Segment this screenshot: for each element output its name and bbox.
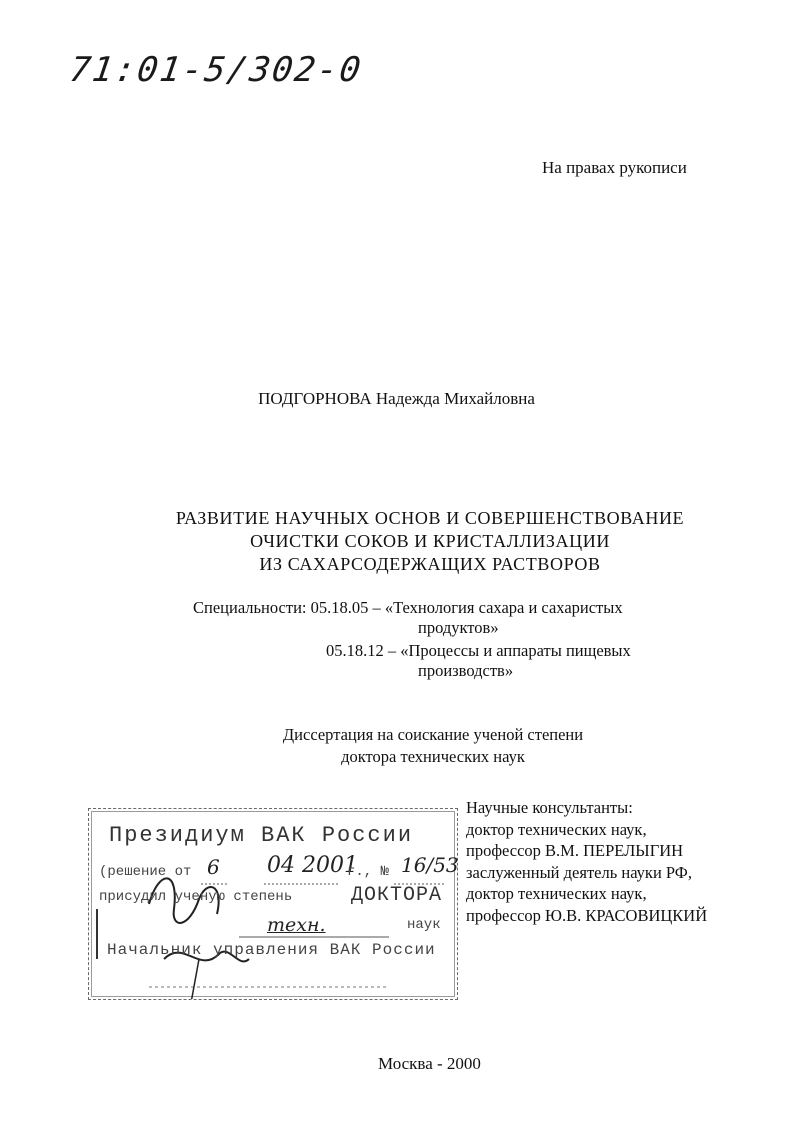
specialty-2: 05.18.12 – «Процессы и аппараты пищевых <box>326 641 631 660</box>
stamp-number-handwritten: 16/53 <box>401 853 459 877</box>
consultant-line: профессор В.М. ПЕРЕЛЫГИН <box>466 841 684 860</box>
specialty-2-continued: производств» <box>418 661 514 680</box>
stamp-date-handwritten: 04 2001 <box>267 853 358 878</box>
stamp-number-label: г., № <box>347 864 390 880</box>
dissertation-title <box>0 507 793 576</box>
vak-approval-stamp <box>88 808 458 1000</box>
author-name: ПОДГОРНОВА Надежда Михайловна <box>258 389 535 408</box>
consultant-line: доктор технических наук, <box>466 819 647 839</box>
stamp-head-title: Начальник управления ВАК России <box>107 941 436 959</box>
stamp-day-handwritten: 6 <box>207 855 220 879</box>
specialty-1: Специальности: 05.18.05 – «Технология сахара и сахаристых <box>193 598 623 617</box>
manuscript-rights-note: На правах рукописи <box>542 158 687 177</box>
stamp-decision-label: (решение от <box>99 864 192 880</box>
title-line: ИЗ САХАРСОДЕРЖАЩИХ РАСТВОРОВ <box>259 554 601 574</box>
title-line: ОЧИСТКИ СОКОВ И КРИСТАЛЛИЗАЦИИ <box>250 531 610 551</box>
stamp-header: Президиум ВАК России <box>109 823 414 848</box>
specialty-1-continued: продуктов» <box>418 618 499 637</box>
degree-line: доктора технических наук <box>341 747 525 766</box>
scientific-consultants <box>466 797 707 926</box>
dissertation-degree <box>0 724 793 768</box>
title-line: РАЗВИТИЕ НАУЧНЫХ ОСНОВ И СОВЕРШЕНСТВОВАНИЕ <box>175 508 685 528</box>
consultant-line: доктор технических наук, <box>466 884 647 903</box>
stamp-degree: ДОКТОРА <box>351 884 443 907</box>
city-year: Москва - 2000 <box>378 1054 481 1073</box>
stamp-award-label: присудил ученую степень <box>99 889 293 905</box>
consultant-line: заслуженный деятель науки РФ, <box>466 862 692 882</box>
stamp-field-handwritten: техн. <box>267 914 326 936</box>
handwritten-archive-code: 71:01-5/302-0 <box>67 50 365 90</box>
degree-line: Диссертация на соискание ученой степени <box>282 725 584 744</box>
stamp-field-suffix: наук <box>407 917 441 933</box>
consultant-line: профессор Ю.В. КРАСОВИЦКИЙ <box>466 905 708 925</box>
consultants-heading: Научные консультанты: <box>466 798 633 817</box>
